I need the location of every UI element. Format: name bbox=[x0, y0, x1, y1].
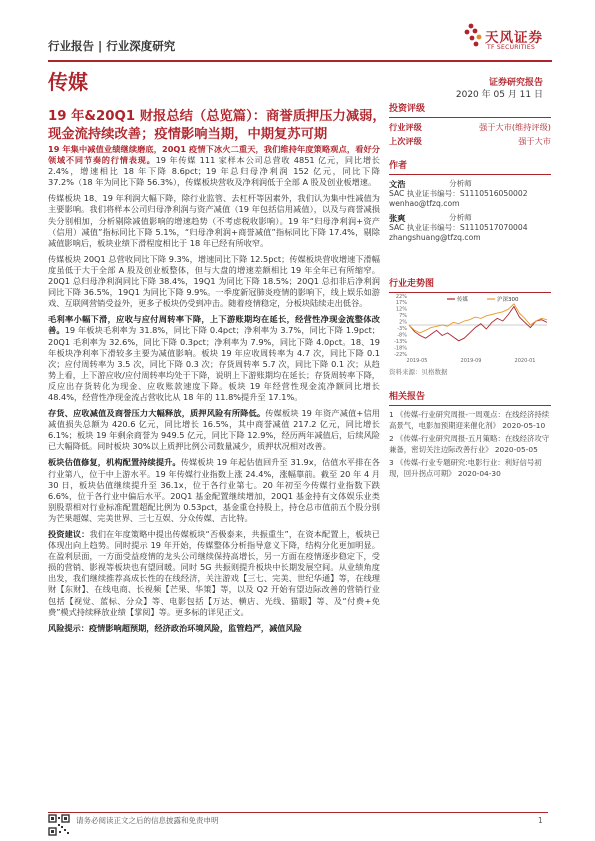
header-rule bbox=[48, 60, 552, 62]
sector-title: 传媒 bbox=[48, 70, 88, 94]
related-report-link[interactable]: 1 《传媒-行业研究周报-一周观点：在线经济持续高景气，电影加预期迎来催化剂》 2020-05-10 bbox=[389, 410, 550, 430]
x-tick-label: 2019-05 bbox=[406, 358, 428, 364]
authors-rule bbox=[389, 174, 551, 175]
y-tick-label: -8% bbox=[397, 332, 407, 339]
logo-name: 天风证券 bbox=[485, 30, 543, 46]
related-list bbox=[389, 410, 551, 480]
y-tick-label: -13% bbox=[394, 338, 407, 345]
related-rule bbox=[389, 405, 551, 406]
y-tick-label: -22% bbox=[394, 351, 407, 358]
rating-rule bbox=[389, 117, 551, 118]
logo-subtitle: TF SECURITIES bbox=[487, 44, 536, 51]
author-card: 文浩 分析师 SAC 执业证书编号：S1110516050002 wenhao@tfzq.com bbox=[389, 179, 551, 209]
paragraph-q1: 传媒板块 20Q1 总营收同比下降 9.3%，增速同比下降 12.5pct；传媒板块营收增速下滑幅度虽低于大于全部 A 股及创业板整体，但与大盘的增速差额相比 19 年全年已有所缩窄。20Q1 总归母净利润同比下降 38.4%，19Q1 为同比下降 18.5%；20Q1 总扣非后净利润同比下降 36.5%，19Q1 为同比下降 9.9%。一季度新冠肺炎疫情的影响下，线上娱乐如游戏、互联网营销受益外，更多子板块仍受到冲击。随着疫情稳定，分板块陆续走出低谷。 bbox=[48, 253, 380, 309]
related-header: 相关报告 bbox=[389, 392, 426, 402]
paragraph-risk: 风险提示：疫情影响超预期，经济政治环境风险，监管趋严，减值风险 bbox=[48, 622, 302, 633]
industry-rating-row: 行业评级 强于大市(维持评级) bbox=[389, 122, 551, 132]
y-tick-label: 22% bbox=[395, 293, 407, 300]
related-report-link[interactable]: 3 《传媒-行业专题研究:电影行业：利好信号初现，回升拐点可期》 2020-04-30 bbox=[389, 458, 542, 478]
authors-section bbox=[389, 158, 551, 243]
legend-label: 传媒 bbox=[457, 297, 469, 303]
footer-disclaimer: 请务必阅读正文之后的信息披露和免责申明 bbox=[76, 816, 219, 825]
x-tick-label: 2019-09 bbox=[460, 358, 482, 364]
legend-label: 沪深300 bbox=[497, 297, 519, 303]
paragraph-summary: 19 年集中减值业绩继续磨底，20Q1 疫情下冰火二重天，我们维持年度策略观点，看好分领域不同节奏的行情表现。19 年传媒 111 家样本公司总营收 4851 亿元，同比增长 2.4%，增速相比 18 年下降 8.6pct；19 年总归母净利润 152 亿元，同比下降 37.2%（18 年为同比下降 56.3%），传媒板块营收及净利润低于全部 A 股及创业板增速。 bbox=[48, 144, 380, 188]
author-email[interactable]: wenhao@tfzq.com bbox=[389, 199, 460, 208]
paragraph-impairment: 传媒板块 18、19 年利润大幅下降，除行业监管、去杠杆等因素外，我们认为集中性减值为主要影响。我们将样本公司归母净利润与资产减值（19 年包括信用减值），以及与商誉减损失分别相加，分析剔除减值影响的增速趋势（不考虑税收影响）。19 年“归母净利润+资产（信用）减值”指标同比下降 5.1%，“归母净利润+商誉减值”指标同比下降 17.4%，剔除减值影响后，板块业绩下滑程度相比于 18 年已经有所收窄。 bbox=[48, 193, 380, 248]
series-line-0 bbox=[409, 307, 547, 341]
rating-section bbox=[389, 101, 551, 147]
chart-header: 行业走势图 bbox=[389, 279, 435, 289]
paragraph-goodwill: 存货、应收减值及商誉压力大幅释放，质押风险有所降低。传媒板块 19 年资产减值+信用减值损失总额为 420.6 亿元，同比增长 16.5%，其中商誉减值 217.2 亿元，同比增长 6.1%；板块 19 年剩余商誉为 949.5 亿元，同比下降 12.9%，经历两年减值后，后续风险已大幅降低。同时板块 30%以上质押比例公司数量减少，质押状况相对改善。 bbox=[48, 408, 380, 452]
paragraph-investment: 投资建议：我们在年度策略中提出传媒板块“否极泰来，共振重生”，在资本配置上，板块已体现出向上趋势。同时提示 19 年开始，传媒整体分析指导意义下降，结构分化更加明显。在盈利层面，一方面受益疫情的龙头公司继续保持高增长，另一方面在疫情逐步稳定下，受损的营销、影视等板块也有望回暖。同时 5G 共振则提升板块中长期发展空间。从业绩角度出发，我们继续推荐高成长性的在线经济，关注游戏【三七、完美、世纪华通】等，在线理财【东财】、在线电商、长视频【芒果、华策】等，以及 Q2 开始有望边际改善的营销行业包括【视觉、蓝标、分众】等、电影包括【万达、横店、光线、猫眼】等、及“付费+免费”模式持续释放业绩【掌阅】等。更多标的详见正文。 bbox=[48, 529, 380, 617]
y-tick-label: 2% bbox=[399, 319, 407, 326]
author-email[interactable]: zhangshuang@tfzq.com bbox=[389, 233, 481, 242]
logo-icon bbox=[462, 22, 484, 48]
y-tick-label: 12% bbox=[395, 306, 407, 313]
prev-rating-row: 上次评级 强于大市 bbox=[389, 136, 551, 146]
paragraph-valuation: 板块估值修复，机构配置持续提升。传媒板块 19 年起估值回升至 31.9x，估值水平排在各行业第八，位于中上游水平。19 年传媒行业指数上涨 24.4%，涨幅靠前。截至 20 年 4 月 30 日，板块估值继续提升至 36.1x，位于各行业第七。20 年初至今传媒行业指数下跌 6.6%，位于各行业中偏后水平。20Q1 基金配置继续增加，20Q1 基金持有文体娱乐业类别股票相对行业标准配置超配比例为 0.53pct，基金重仓持股上，持仓总市值前五个股分别为芒果超媒、完美世界、三七互娱、分众传媒、吉比特。 bbox=[48, 457, 380, 523]
authors-header: 作者 bbox=[389, 161, 408, 171]
author-card: 张爽 分析师 SAC 执业证书编号：S1110517070004 zhangshuang@tfzq.com bbox=[389, 213, 551, 243]
report-date: 2020 年 05 月 11 日 bbox=[455, 90, 543, 100]
breadcrumb: 行业报告 | 行业深度研究 bbox=[48, 39, 176, 53]
y-tick-label: 17% bbox=[395, 300, 407, 307]
report-title: 19 年&20Q1 财报总结（总览篇）：商誉质押压力减弱，现金流持续改善；疫情影响当期，中期复苏可期 bbox=[48, 109, 386, 142]
qr-code-icon bbox=[48, 814, 70, 836]
related-report-link[interactable]: 2 《传媒-行业研究周报-五月策略：在线经济攻守兼备，密切关注边际改善行业》 2020-05-05 bbox=[389, 434, 550, 454]
trend-chart bbox=[389, 292, 551, 364]
y-tick-label: -18% bbox=[394, 345, 407, 352]
report-body bbox=[48, 144, 380, 639]
series-line-1 bbox=[409, 304, 547, 333]
footer-rule bbox=[48, 812, 548, 813]
chart-source: 资料来源：贝格数据 bbox=[389, 368, 448, 376]
page-number: 1 bbox=[538, 816, 543, 825]
report-type: 证券研究报告 bbox=[488, 78, 543, 88]
y-tick-label: 7% bbox=[399, 313, 407, 320]
rating-header: 投资评级 bbox=[389, 104, 426, 114]
x-tick-label: 2020-01 bbox=[514, 358, 536, 364]
paragraph-margins: 毛利率小幅下滑，应收与应付周转率下降，上下游账期均在延长，经营性净现金流整体改善。19 年板块毛利率为 31.8%，同比下降 0.4pct；净利率为 3.7%，同比下降 1.9pct；20Q1 毛利率为 32.6%，同比下降 0.3pct；净利率为 7.9%，同比下降 4.0pct。18、19 年板块净利率下滑较多主要为减值影响。板块 19 年应收周转率为 4.7 次，同比下降 0.1 次；应付周转率为 3.5 次，同比下降 0.3 次；存货周转率 5.7 次，同比下降 0.1 次；从趋势上看，上下游应收/应付周转率均处于下降，说明上下游账期均在延长；存货周转率下降，反应出存货转化为现金、应收账款速度下降。板块 19 年经营性现金流净额同比增长 48.4%，经营性净现金流占营收比从 18 年的 11.8%提升至 17.1%。 bbox=[48, 314, 380, 402]
y-tick-label: -3% bbox=[397, 326, 407, 333]
related-section bbox=[389, 389, 551, 483]
